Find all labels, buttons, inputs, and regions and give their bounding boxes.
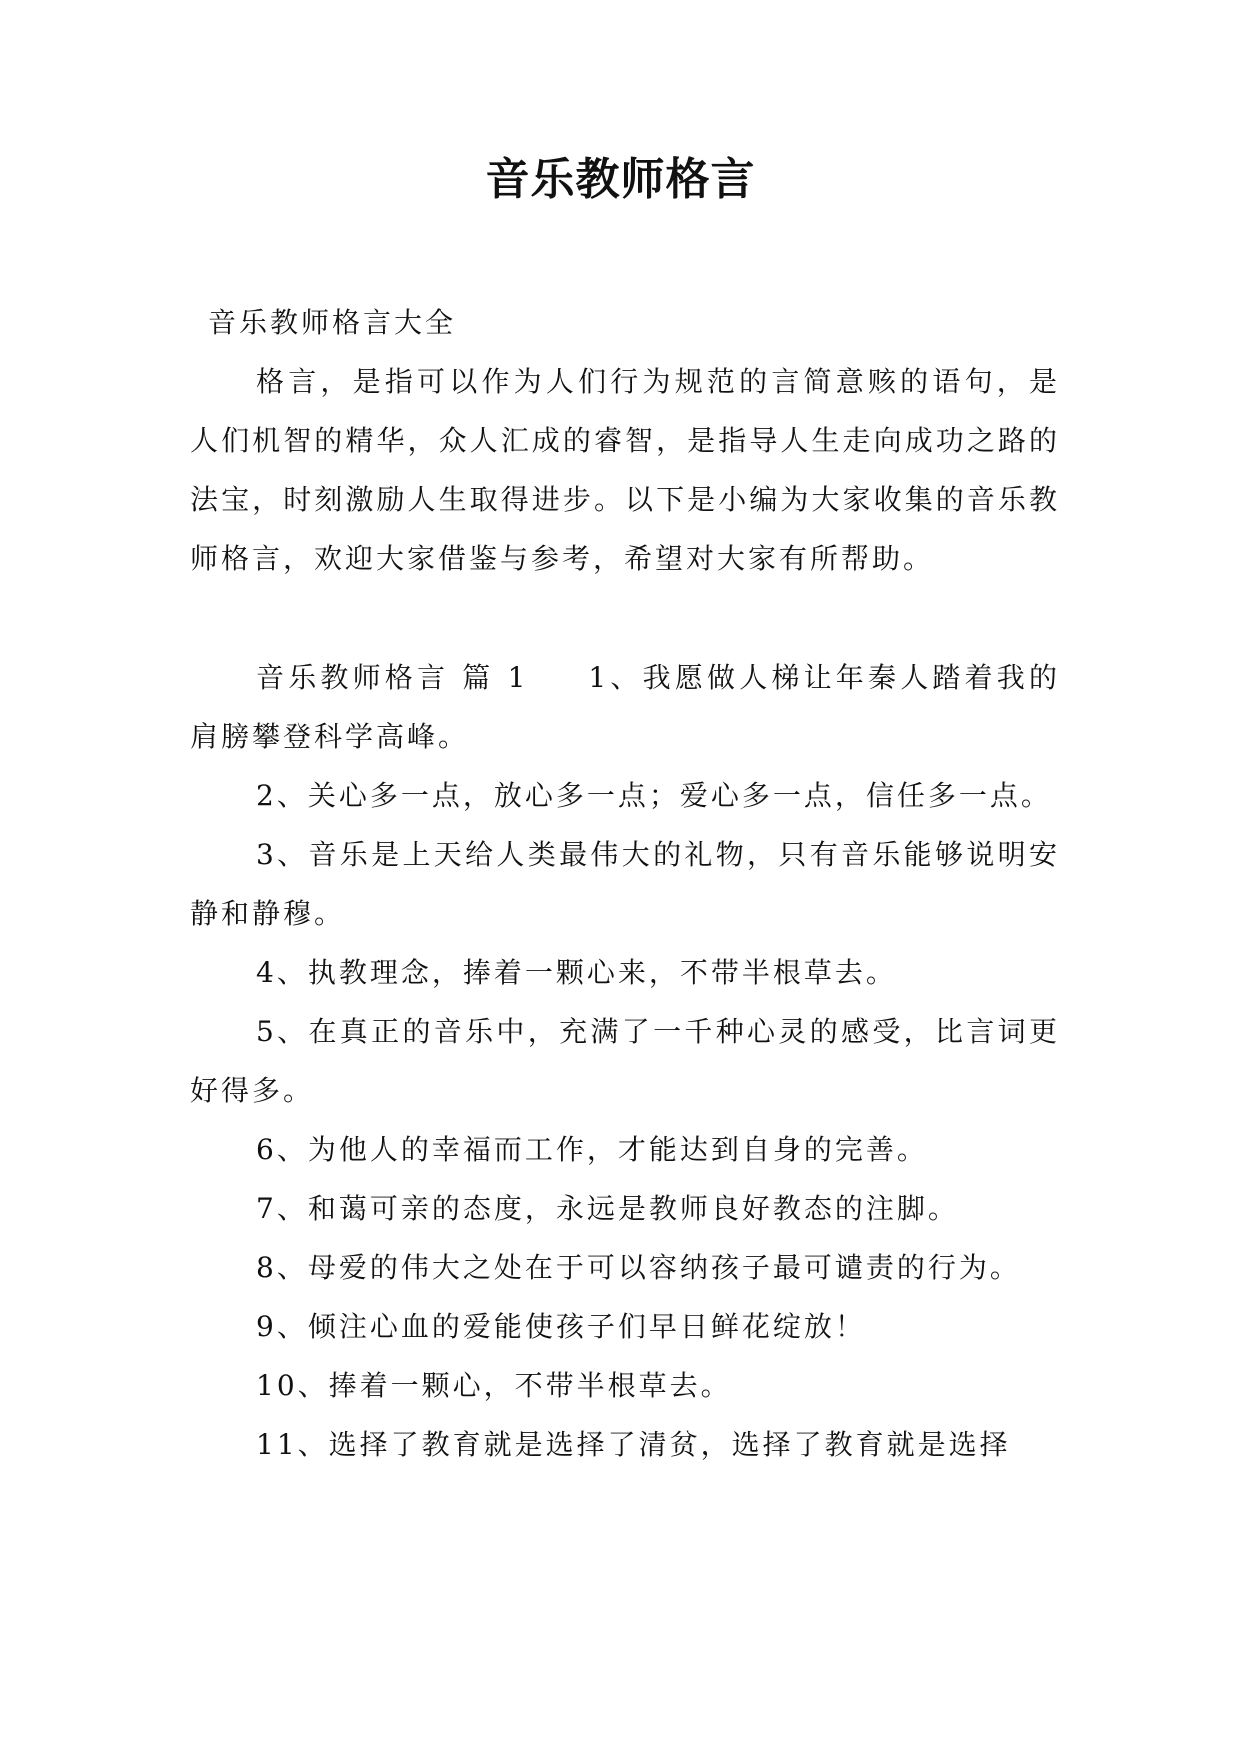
quote-item-5: 5、在真正的音乐中，充满了一千种心灵的感受，比言词更好得多。	[190, 1015, 1060, 1107]
quote-item-7: 7、和蔼可亲的态度，永远是教师良好教态的注脚。	[256, 1192, 959, 1225]
quote-item-8: 8、母爱的伟大之处在于可以容纳孩子最可谴责的行为。	[256, 1251, 1021, 1284]
section-label: 音乐教师格言 篇 1	[256, 661, 529, 694]
document-body	[190, 293, 1060, 1474]
quote-item-10: 10、捧着一颗心，不带半根草去。	[256, 1369, 732, 1402]
document-subtitle: 音乐教师格言大全	[208, 306, 457, 339]
quote-item-9: 9、倾注心血的爱能使孩子们早日鲜花绽放！	[256, 1310, 866, 1343]
quote-item-2: 2、关心多一点，放心多一点；爱心多一点，信任多一点。	[256, 779, 1052, 812]
quote-item-4: 4、执教理念，捧着一颗心来，不带半根草去。	[256, 956, 897, 989]
intro-paragraph: 格言，是指可以作为人们行为规范的言简意赅的语句，是人们机智的精华，众人汇成的睿智，是指导人生走向成功之路的法宝，时刻激励人生取得进步。以下是小编为大家收集的音乐教师格言，欢迎大家借鉴与参考，希望对大家有所帮助。	[190, 365, 1060, 575]
quote-item-3: 3、音乐是上天给人类最伟大的礼物，只有音乐能够说明安静和静穆。	[190, 838, 1060, 930]
paragraph-gap	[190, 588, 1060, 648]
quote-item-6: 6、为他人的幸福而工作，才能达到自身的完善。	[256, 1133, 928, 1166]
quote-item-1	[190, 648, 1060, 766]
quote-text: 1、我愿做人梯让年秦人踏着我的肩膀攀登科学高峰。	[190, 661, 1060, 753]
quote-item-11: 11、选择了教育就是选择了清贫，选择了教育就是选择	[256, 1428, 1011, 1461]
document-title: 音乐教师格言	[485, 154, 756, 205]
